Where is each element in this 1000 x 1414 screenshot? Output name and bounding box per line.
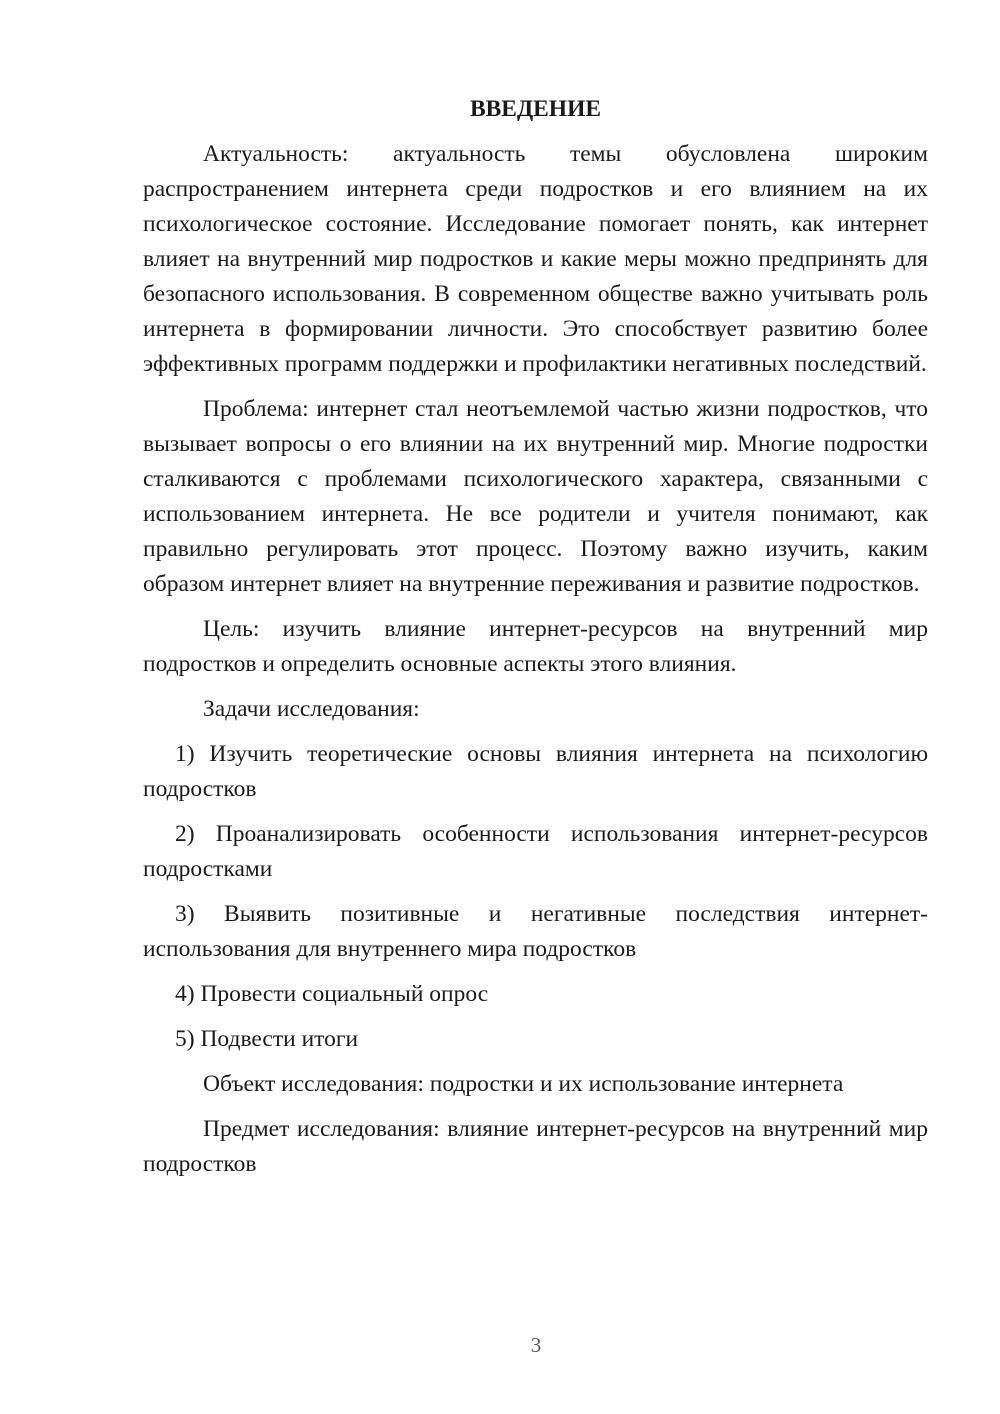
task-item-1: 1) Изучить теоретические основы влияния интернета на психологию подростков bbox=[143, 741, 928, 802]
task-item-4: 4) Провести социальный опрос bbox=[175, 981, 489, 1007]
document-body bbox=[143, 92, 928, 1192]
object-paragraph: Объект исследования: подростки и их использование интернета bbox=[203, 1071, 844, 1097]
goal-paragraph: Цель: изучить влияние интернет-ресурсов на внутренний мир подростков и определить основные аспекты этого влияния. bbox=[143, 616, 928, 677]
section-heading: ВВЕДЕНИЕ bbox=[469, 96, 602, 122]
relevance-paragraph: Актуальность: актуальность темы обусловлена широким распространением интернета среди подростков и его влиянием на их психологическое состояние. Исследование помогает понять, как интернет влияет на внутренний мир подростков и какие меры можно предпринять для безопасного использования. В современном обществе важно учитывать роль интернета в формировании личности. Это способствует развитию более эффективных программ поддержки и профилактики негативных последствий. bbox=[143, 141, 928, 377]
task-item-5: 5) Подвести итоги bbox=[175, 1026, 359, 1052]
page-number: 3 bbox=[530, 1333, 542, 1357]
subject-paragraph: Предмет исследования: влияние интернет-ресурсов на внутренний мир подростков bbox=[143, 1116, 928, 1177]
task-item-2: 2) Проанализировать особенности использования интернет-ресурсов подростками bbox=[143, 821, 928, 882]
task-item-3: 3) Выявить позитивные и негативные последствия интернет-использования для внутреннего мира подростков bbox=[143, 901, 928, 962]
tasks-heading: Задачи исследования: bbox=[203, 696, 420, 722]
problem-paragraph: Проблема: интернет стал неотъемлемой частью жизни подростков, что вызывает вопросы о его влиянии на их внутренний мир. Многие подростки сталкиваются с проблемами психологического характера, связанными с использованием интернета. Не все родители и учителя понимают, как правильно регулировать этот процесс. Поэтому важно изучить, каким образом интернет влияет на внутренние переживания и развитие подростков. bbox=[143, 396, 928, 597]
